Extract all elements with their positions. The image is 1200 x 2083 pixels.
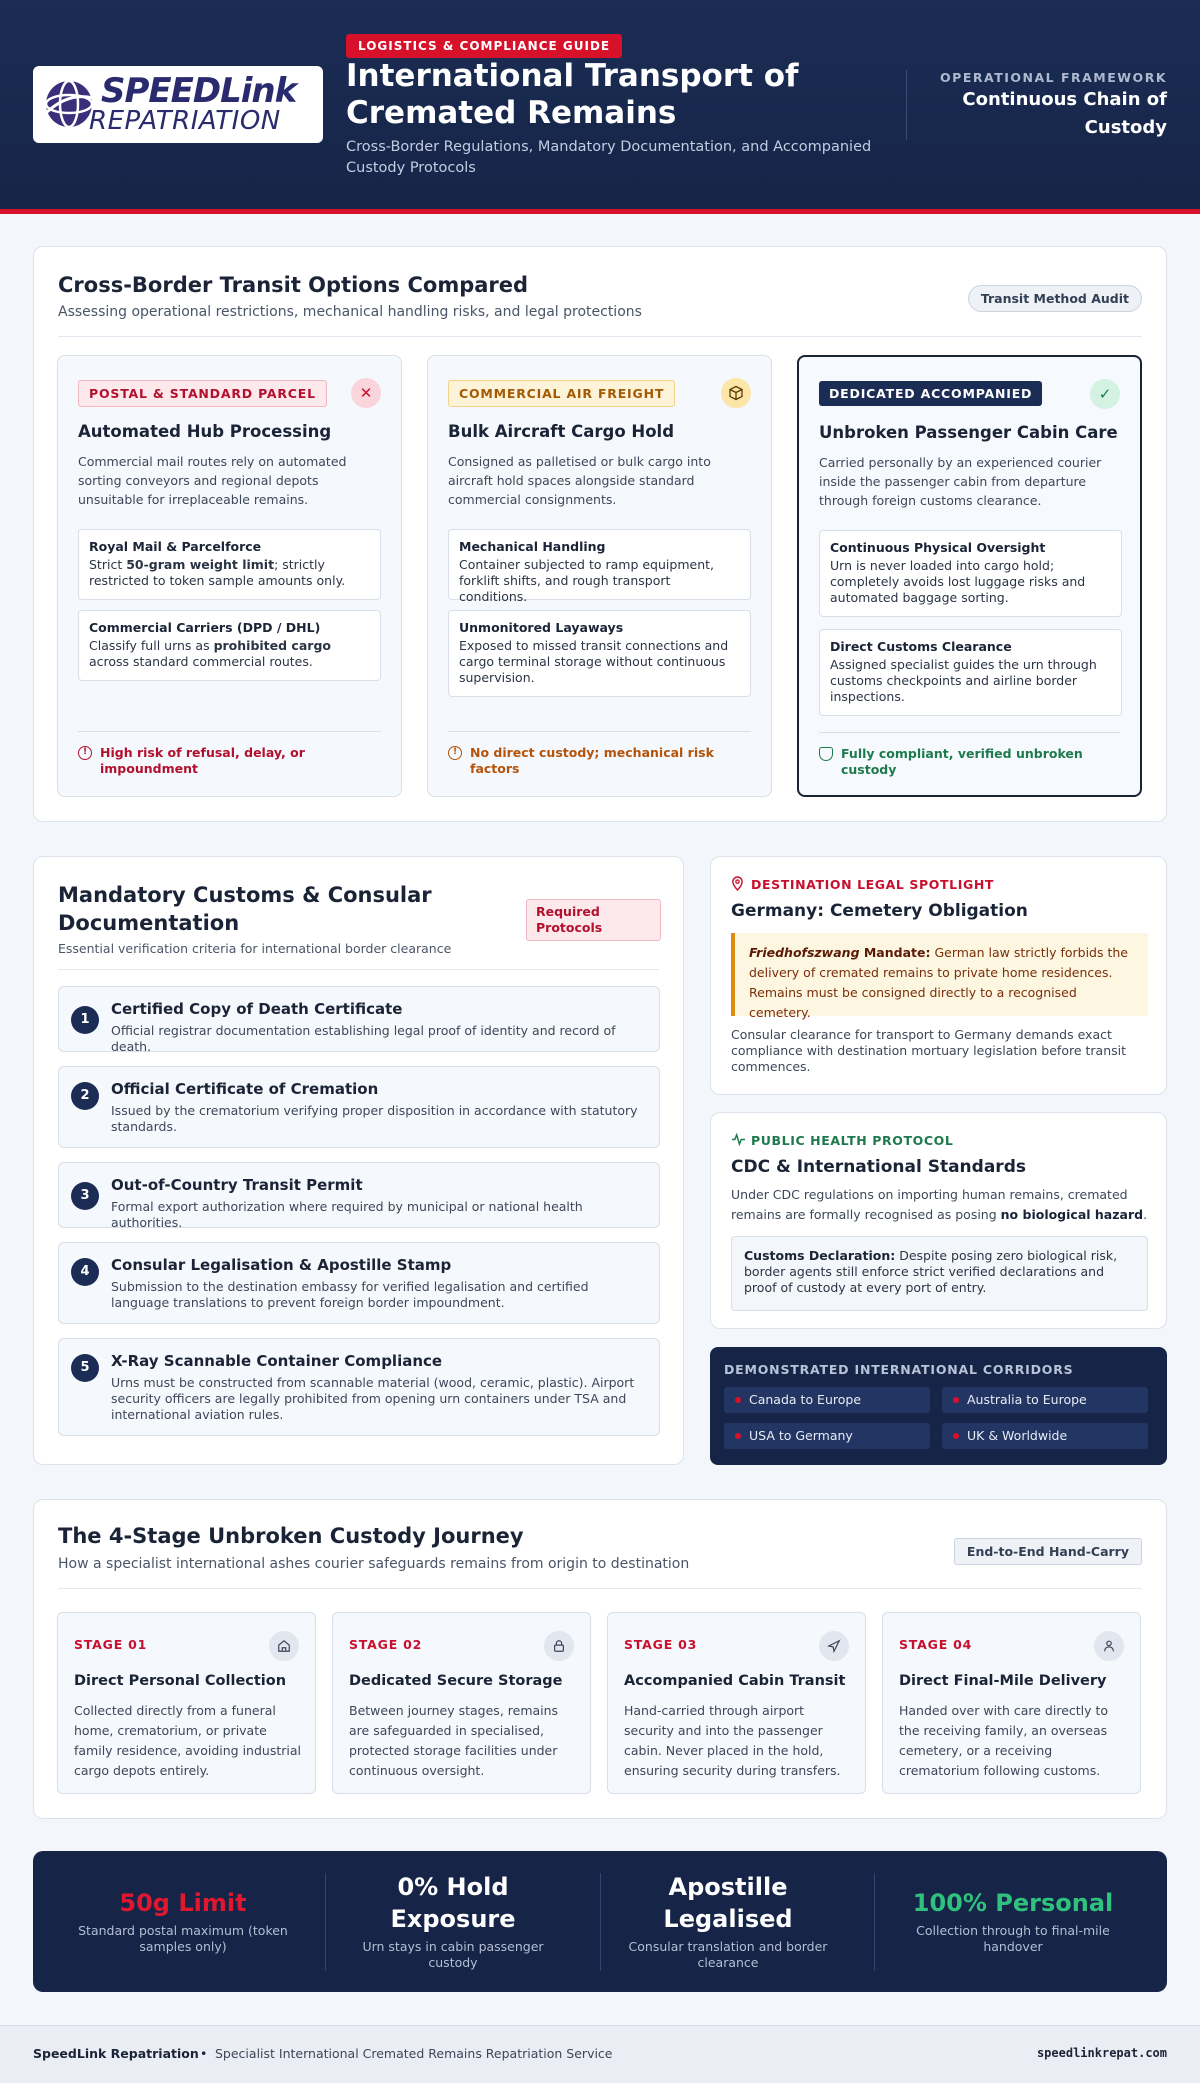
stat-personal-collection bbox=[898, 1851, 1128, 1992]
option-description: Consigned as palletised or bulk cargo into aircraft hold spaces alongside standard commercial consignments. bbox=[448, 454, 711, 507]
divider bbox=[819, 732, 1120, 733]
divider bbox=[325, 1873, 326, 1971]
page-footer bbox=[0, 2025, 1200, 2083]
callout-text: German law strictly forbids the delivery of cremated remains to private home residences. Remains must be consigned directly to a recognised cemetery. bbox=[749, 945, 1128, 1020]
detail-title: Commercial Carriers (DPD / DHL) bbox=[89, 620, 321, 635]
option-risk-note bbox=[78, 745, 378, 777]
cdc-protocol-card bbox=[710, 1112, 1167, 1329]
option-tag: POSTAL & STANDARD PARCEL bbox=[78, 380, 327, 407]
detail-title: Mechanical Handling bbox=[459, 539, 606, 554]
stage-label: STAGE 04 bbox=[899, 1637, 973, 1652]
option-description: Commercial mail routes rely on automated sorting conveyors and regional depots unsuitable for irreplaceable remains. bbox=[78, 454, 347, 507]
doc-item[interactable] bbox=[58, 1066, 660, 1148]
map-pin-icon bbox=[731, 876, 744, 891]
detail-text: Exposed to missed transit connections and cargo terminal storage without continuous supervision. bbox=[459, 638, 729, 685]
doc-number: 2 bbox=[71, 1082, 99, 1110]
corridors-panel bbox=[710, 1347, 1167, 1465]
divider bbox=[58, 969, 659, 970]
footer-brand: SpeedLink Repatriation bbox=[33, 2046, 199, 2061]
globe-logo-icon bbox=[43, 78, 95, 130]
stat-value: 50g Limit bbox=[119, 1889, 247, 1917]
footer-separator: • bbox=[200, 2046, 208, 2061]
detail-text: Container subjected to ramp equipment, forklift shifts, and rough transport conditions. bbox=[459, 557, 714, 604]
detail-text: Assigned specialist guides the urn through customs checkpoints and airline border inspections. bbox=[830, 657, 1097, 704]
protocol-body: Under CDC regulations on importing human remains, cremated remains are formally recognised as posing no biological hazard. bbox=[731, 1187, 1148, 1222]
option-tag: DEDICATED ACCOMPANIED bbox=[819, 381, 1042, 406]
legal-term: Friedhofszwang bbox=[749, 945, 860, 960]
option-detail-box bbox=[819, 629, 1122, 716]
stage-description: Between journey stages, remains are safeguarded in specialised, protected storage facilities under continuous oversight. bbox=[349, 1703, 559, 1778]
spotlight-label: DESTINATION LEGAL SPOTLIGHT bbox=[731, 877, 994, 892]
germany-spotlight-card bbox=[710, 856, 1167, 1095]
weight-limit-highlight: 50-gram weight limit bbox=[126, 557, 275, 572]
page-subtitle: Cross-Border Regulations, Mandatory Documentation, and Accompanied Custody Protocols bbox=[346, 139, 872, 176]
no-hazard-emphasis: no biological hazard bbox=[1000, 1207, 1144, 1222]
stat-label: Collection through to final-mile handover bbox=[916, 1923, 1110, 1954]
divider bbox=[78, 731, 381, 732]
journey-section-subtitle: How a specialist international ashes courier safeguards remains from origin to destination bbox=[58, 1556, 690, 1572]
stage-title: Accompanied Cabin Transit bbox=[624, 1673, 846, 1689]
transit-section-title: Cross-Border Transit Options Compared bbox=[58, 273, 529, 297]
stat-value: Apostille Legalised bbox=[663, 1873, 793, 1933]
stage-description: Hand-carried through airport security and into the passenger cabin. Never placed in the hold, ensuring security during transfers. bbox=[624, 1703, 841, 1778]
required-protocols-badge: Required Protocols bbox=[526, 899, 661, 941]
divider bbox=[600, 1873, 601, 1971]
risk-text: High risk of refusal, delay, or impoundment bbox=[100, 745, 305, 776]
option-tag: COMMERCIAL AIR FREIGHT bbox=[448, 380, 675, 407]
customs-declaration-note: Customs Declaration: Despite posing zero biological risk, border agents still enforce strict verified declarations and proof of custody at every port of entry. bbox=[731, 1236, 1148, 1311]
detail-title: Royal Mail & Parcelforce bbox=[89, 539, 262, 554]
detail-text: Urn is never loaded into cargo hold; completely avoids lost luggage risks and automated baggage sorting. bbox=[830, 558, 1086, 605]
doc-title: Official Certificate of Cremation bbox=[111, 1080, 379, 1098]
detail-title: Unmonitored Layaways bbox=[459, 620, 624, 635]
divider bbox=[874, 1873, 875, 1971]
doc-description: Formal export authorization where required by municipal or national health authorities. bbox=[111, 1199, 583, 1230]
doc-number: 3 bbox=[71, 1182, 99, 1210]
doc-title: Certified Copy of Death Certificate bbox=[111, 1000, 403, 1018]
option-description: Carried personally by an experienced courier inside the passenger cabin from departure through foreign customs clearance. bbox=[819, 455, 1102, 508]
stage-title: Dedicated Secure Storage bbox=[349, 1673, 563, 1689]
option-title: Automated Hub Processing bbox=[78, 422, 332, 441]
guide-tag: LOGISTICS & COMPLIANCE GUIDE bbox=[346, 34, 622, 58]
transit-option-air-freight[interactable] bbox=[427, 355, 772, 797]
stat-hold-exposure bbox=[348, 1851, 558, 1992]
option-compliance-note bbox=[819, 746, 1119, 778]
friedhofszwang-callout: Friedhofszwang Mandate: German law strictly forbids the delivery of cremated remains to private home residences. Remains must be consigned directly to a recognised cemetery. bbox=[731, 933, 1148, 1016]
doc-description: Urns must be constructed from scannable material (wood, ceramic, plastic). Airport security officers are legally prohibited from opening urn containers under TSA and international aviation rules. bbox=[111, 1375, 635, 1422]
compliance-text: Fully compliant, verified unbroken custody bbox=[841, 746, 1083, 777]
detail-title: Direct Customs Clearance bbox=[830, 639, 1012, 654]
doc-item[interactable] bbox=[58, 1242, 660, 1324]
stage-title: Direct Final-Mile Delivery bbox=[899, 1673, 1107, 1689]
page-title: International Transport of Cremated Remains bbox=[346, 58, 799, 131]
stat-value: 100% Personal bbox=[912, 1889, 1114, 1917]
protocol-title: CDC & International Standards bbox=[731, 1157, 1026, 1177]
detail-text: Strict 50-gram weight limit; strictly restricted to token sample amounts only. bbox=[89, 557, 346, 588]
speedlink-logo[interactable] bbox=[33, 66, 323, 143]
corridors-title: DEMONSTRATED INTERNATIONAL CORRIDORS bbox=[724, 1362, 1074, 1377]
option-detail-box bbox=[448, 610, 751, 697]
divider bbox=[448, 731, 751, 732]
stat-value: 0% Hold Exposure bbox=[390, 1873, 516, 1933]
alert-icon: ! bbox=[78, 746, 92, 760]
footer-tagline: Specialist International Cremated Remains Repatriation Service bbox=[215, 2046, 613, 2061]
shield-icon bbox=[819, 747, 833, 761]
stage-title: Direct Personal Collection bbox=[74, 1673, 287, 1689]
logo-wordmark: SPEEDLink bbox=[101, 71, 297, 111]
protocol-label: PUBLIC HEALTH PROTOCOL bbox=[731, 1133, 953, 1148]
doc-title: Consular Legalisation & Apostille Stamp bbox=[111, 1256, 452, 1274]
doc-title: Out-of-Country Transit Permit bbox=[111, 1176, 363, 1194]
stat-apostille bbox=[623, 1851, 833, 1992]
docs-section-subtitle: Essential verification criteria for international border clearance bbox=[58, 941, 452, 956]
box-icon bbox=[721, 378, 751, 408]
stage-label: STAGE 01 bbox=[74, 1637, 148, 1652]
journey-stage-4 bbox=[882, 1612, 1141, 1794]
x-icon: ✕ bbox=[351, 378, 381, 408]
journey-stage-1 bbox=[57, 1612, 316, 1794]
spotlight-title: Germany: Cemetery Obligation bbox=[731, 901, 1028, 921]
corridor-item: USA to Germany bbox=[724, 1423, 930, 1449]
framework-value: Continuous Chain of Custody bbox=[962, 89, 1167, 138]
logo-subword: REPATRIATION bbox=[89, 106, 281, 136]
documentation-section bbox=[33, 856, 684, 1465]
check-icon: ✓ bbox=[1090, 379, 1120, 409]
alert-icon: ! bbox=[448, 746, 462, 760]
transit-section-subtitle: Assessing operational restrictions, mechanical handling risks, and legal protections bbox=[58, 304, 642, 320]
header-divider bbox=[906, 70, 907, 140]
hand-carry-badge: End-to-End Hand-Carry bbox=[954, 1538, 1142, 1565]
stat-label: Urn stays in cabin passenger custody bbox=[362, 1939, 544, 1970]
transit-option-postal[interactable] bbox=[57, 355, 402, 797]
doc-item[interactable] bbox=[58, 1162, 660, 1228]
plane-icon bbox=[819, 1631, 849, 1661]
prohibited-highlight: prohibited cargo bbox=[213, 638, 331, 653]
stage-label: STAGE 03 bbox=[624, 1637, 698, 1652]
docs-section-title: Mandatory Customs & Consular Documentation bbox=[58, 883, 432, 935]
divider bbox=[58, 1588, 1142, 1589]
doc-number: 4 bbox=[71, 1258, 99, 1286]
detail-title: Continuous Physical Oversight bbox=[830, 540, 1046, 555]
risk-text: No direct custody; mechanical risk factors bbox=[470, 745, 714, 776]
option-risk-note bbox=[448, 745, 748, 777]
divider bbox=[58, 336, 1142, 337]
corridor-item: Canada to Europe bbox=[724, 1387, 930, 1413]
journey-section-title: The 4-Stage Unbroken Custody Journey bbox=[58, 1524, 524, 1548]
option-detail-box bbox=[78, 610, 381, 681]
corridor-item: UK & Worldwide bbox=[942, 1423, 1148, 1449]
framework-label: OPERATIONAL FRAMEWORK bbox=[940, 70, 1167, 85]
stage-description: Handed over with care directly to the receiving family, an overseas cemetery, or a receiving crematorium following customs. bbox=[899, 1703, 1109, 1778]
stat-label: Standard postal maximum (token samples only) bbox=[78, 1923, 288, 1954]
doc-item[interactable] bbox=[58, 1338, 660, 1436]
doc-description: Official registrar documentation establishing legal proof of identity and record of death. bbox=[111, 1023, 616, 1054]
doc-description: Submission to the destination embassy for verified legalisation and certified language translations to prevent foreign border impoundment. bbox=[111, 1279, 589, 1310]
option-title: Unbroken Passenger Cabin Care bbox=[819, 423, 1118, 442]
lock-icon bbox=[544, 1631, 574, 1661]
doc-item[interactable] bbox=[58, 986, 660, 1052]
stat-label: Consular translation and border clearance bbox=[628, 1939, 828, 1970]
doc-number: 5 bbox=[71, 1354, 99, 1382]
option-detail-box bbox=[78, 529, 381, 600]
transit-option-accompanied[interactable] bbox=[797, 355, 1142, 797]
journey-stage-3 bbox=[607, 1612, 866, 1794]
stat-postal-limit bbox=[73, 1851, 293, 1992]
journey-stage-2 bbox=[332, 1612, 591, 1794]
corridor-item: Australia to Europe bbox=[942, 1387, 1148, 1413]
stage-description: Collected directly from a funeral home, crematorium, or private family residence, avoiding industrial cargo depots entirely. bbox=[74, 1703, 301, 1778]
stage-label: STAGE 02 bbox=[349, 1637, 423, 1652]
doc-number: 1 bbox=[71, 1006, 99, 1034]
option-detail-box bbox=[448, 529, 751, 604]
doc-title: X-Ray Scannable Container Compliance bbox=[111, 1352, 443, 1370]
option-detail-box bbox=[819, 530, 1122, 617]
spotlight-body: Consular clearance for transport to Germany demands exact compliance with destination mortuary legislation before transit commences. bbox=[731, 1027, 1127, 1074]
option-title: Bulk Aircraft Cargo Hold bbox=[448, 422, 675, 441]
key-stats-banner bbox=[33, 1851, 1167, 1992]
person-icon bbox=[1094, 1631, 1124, 1661]
pulse-icon bbox=[731, 1133, 746, 1146]
doc-description: Issued by the crematorium verifying proper disposition in accordance with statutory standards. bbox=[111, 1103, 638, 1134]
transit-audit-badge: Transit Method Audit bbox=[968, 285, 1142, 312]
footer-website-link[interactable]: speedlinkrepat.com bbox=[1036, 2046, 1167, 2060]
detail-text: Classify full urns as prohibited cargo across standard commercial routes. bbox=[89, 638, 331, 669]
home-icon bbox=[269, 1631, 299, 1661]
page-header bbox=[0, 0, 1200, 214]
